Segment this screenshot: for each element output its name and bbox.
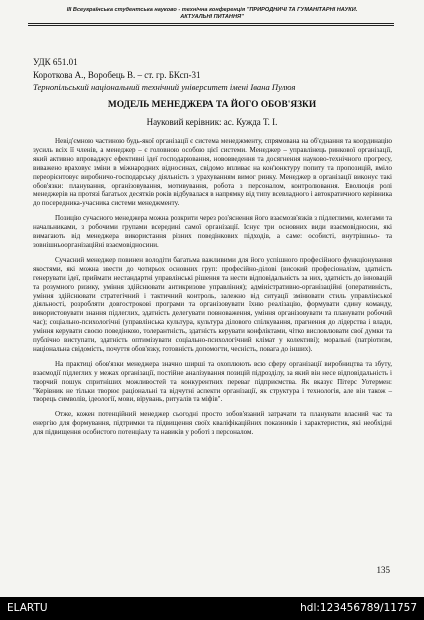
article-body: [33, 137, 392, 437]
repository-footer: [0, 597, 424, 620]
header-rule-top: [28, 23, 394, 24]
conference-header-line-1: III Всеукраїнська студентська науково - технічна конференція "ПРИРОДНИЧІ ТА ГУМАНІТАРНІ НАУКИ.: [66, 7, 358, 13]
body-paragraph: Отже, кожен потенційний менеджер сьогодні просто зобов'язаний затрачати та планувати власний час та енергію для формування, підтримки та підвищення своїх кваліфікаційних показників і характеристик, які необхідні для підвищення особистого потенціалу та навиків у роботі з персоналом.: [33, 410, 392, 437]
conference-header: [0, 7, 424, 21]
page-number: 135: [376, 565, 390, 575]
affiliation: Тернопільський національний технічний університет імені Івана Пулюя: [33, 82, 296, 92]
scientific-supervisor: Науковий керівник: ас. Кужда Т. І.: [146, 117, 278, 127]
handle-identifier[interactable]: hdl:123456789/11757: [300, 602, 417, 614]
body-paragraph: Невід'ємною частиною будь-якої організації є система менеджменту, спрямована на об'єднання та координацію зусиль всіх її членів, а менеджер – є головною особою цієї системи. Менеджер – управлінець ринкової організації, який активно впроваджує ефективні ідеї господарювання, нововведення та досягнення науково-технічного прогресу, виважено враховує зміни в міжнародних відносинах, свідомо впливає на кон'юнктуру попиту та пропозицій, вміло переорієнтовує виробничо-господарську діяльність з урахуванням вимог ринку. Менеджер в організації виконує такі обов'язки: планування, організовування, мотивування, робота з персоналом, контролювання. Еволюція ролі менеджерів на протязі багатьох десятків років відбувалася в напрямку від типу всевладного і автократичного керівника до посередника-учасника системи менеджменту.: [33, 137, 392, 208]
body-paragraph: Позицію сучасного менеджера можна розкрити через роз'яснення його взаємозв'язків з підлеглими, колегами та начальниками, з робочими групами всередині самої організації. Існує три основних види взаємовідносин, які вимагають від менеджера використання різних поведінкових підходів, а саме: особисті, внутрішньо- та зовнішньоорганізаційні взаємовідносини.: [33, 214, 392, 249]
authors: Короткова А., Воробець В. – ст. гр. БКсп-31: [33, 70, 201, 80]
body-paragraph: На практиці обов'язки менеджера значно ширші та охоплюють всю сферу організації виробництва та збуту, взаємодії підлеглих у межах організації, постійне аналізування позицій підрозділу, за який він несе відповідальність і творчий пошук спритніших можливостей та конкурентних переваг підприємства. Як вказує Пітерс Уотермен: "Керівник не тільки творює раціональні та відчутні аспекти організації, як структура і технологія, але він також – творець символів, ідеології, мови, вірувань, ритуалів та міфів".: [33, 359, 392, 404]
body-paragraph: Сучасний менеджер повинен володіти багатьма важливими для його успішного професійного функціонування якостями, які можна звести до чотирьох основних груп: професійно-ділові (високий професіоналізм, здатність генерувати ідеї, приймати нестандартні управлінські рішення та нести відповідальність за них, здатність до інновацій та розумного ризику, уміння здійснювати антикризове управління); адміністративно-організаційні (оперативність, уміння здійснювати стратегічний і тактичний контроль, залежно від ситуації змінювати стиль управлінської діяльності, розробляти довгострокові програми та організовувати їхню реалізацію, формувати єдину команду, використовувати знання підлеглих, здатність делегувати повноваження, уміння організовувати та планувати робочий час); соціально-психологічні (управлінська культура, культура ділового спілкування, прагнення до лідерства і влади, уміння керувати своєю поведінкою, толерантність, здатність керувати конфліктами, чітко висловлювати свої думки та публічно виступати, здатність оптимізувати соціально-психологічний клімат у колективі); моральні (патріотизм, національна свідомість, почуття обов'язку, готовність допомогти, чесність, повага до інших).: [33, 255, 392, 353]
article-title: МОДЕЛЬ МЕНЕДЖЕРА ТА ЙОГО ОБОВ'ЯЗКИ: [107, 100, 317, 110]
conference-header-line-2: АКТУАЛЬНІ ПИТАННЯ": [180, 14, 244, 20]
udc-code: УДК 651.01: [33, 57, 78, 67]
header-rule-bottom: [28, 25, 394, 26]
repository-name[interactable]: ELARTU: [7, 602, 48, 614]
